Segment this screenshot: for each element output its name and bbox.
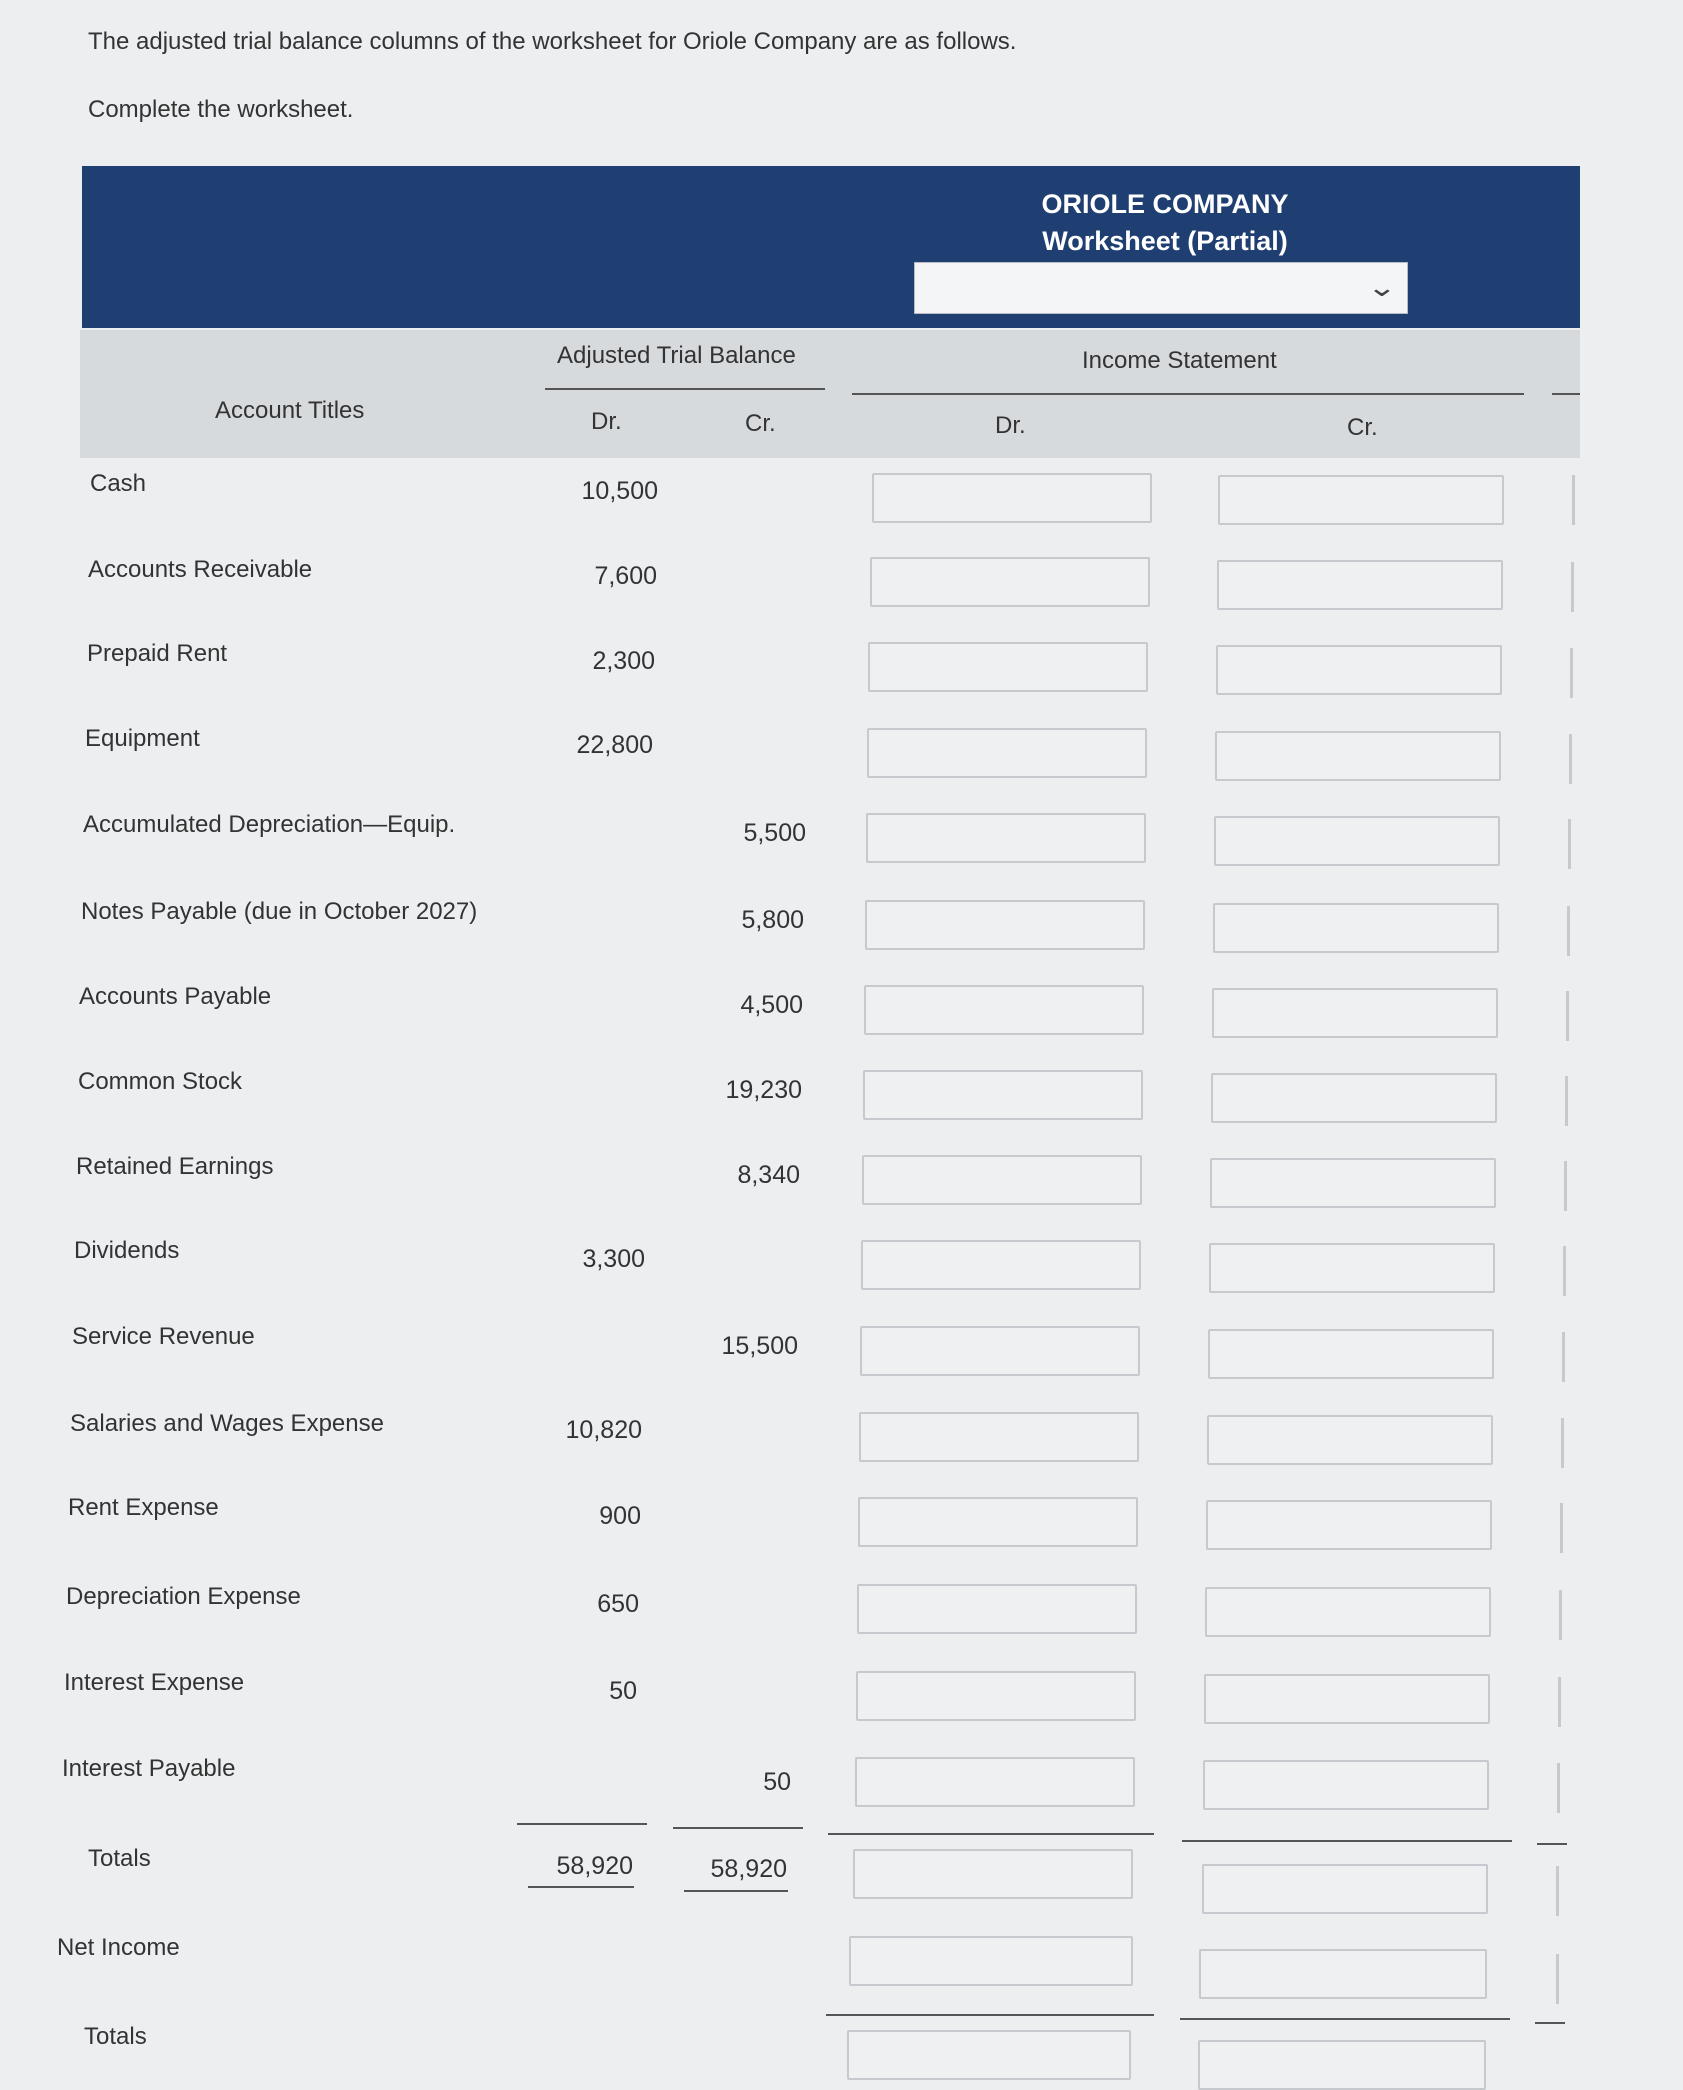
account-title: Common Stock: [78, 1068, 243, 1095]
is-cr-input[interactable]: [1205, 1587, 1491, 1637]
is-dr-input[interactable]: [862, 1155, 1142, 1205]
is-dr-sum-line: [828, 1833, 1154, 1835]
atb-dr-header: Dr.: [591, 408, 622, 435]
is-dr-input[interactable]: [863, 1070, 1143, 1120]
is-cr-input[interactable]: [1206, 1500, 1492, 1550]
instructions-text: The adjusted trial balance columns of the worksheet for Oriole Company are as follows.: [88, 28, 1017, 55]
net-income-label: Net Income: [57, 1934, 180, 1961]
atb-dr-value: 22,800: [576, 731, 653, 759]
atb-cr-value: 15,500: [721, 1332, 798, 1360]
is-cr-input[interactable]: [1210, 1158, 1496, 1208]
is-cr-input[interactable]: [1204, 1674, 1490, 1724]
is-cr-input[interactable]: [1212, 988, 1498, 1038]
is-cr-input[interactable]: [1216, 645, 1502, 695]
worksheet-subtitle: Worksheet (Partial): [1042, 226, 1288, 256]
atb-dr-total-underline: [528, 1886, 634, 1888]
atb-cr-value: 50: [763, 1768, 791, 1796]
is-dr-input[interactable]: [861, 1240, 1141, 1290]
is-dr-input[interactable]: [859, 1412, 1139, 1462]
atb-dr-value: 10,500: [581, 477, 658, 505]
next-column-input-edge: [1569, 734, 1572, 784]
is-cr-sum-line: [1182, 1840, 1512, 1842]
account-title: Rent Expense: [68, 1494, 219, 1521]
next-column-input-edge: [1556, 1954, 1559, 2004]
chevron-down-icon[interactable]: ⌄: [1366, 272, 1398, 302]
account-title: Depreciation Expense: [66, 1583, 301, 1610]
next-section-underline: [1552, 393, 1580, 395]
next-column-input-edge: [1557, 1763, 1560, 1813]
account-title: Retained Earnings: [76, 1153, 274, 1180]
period-select[interactable]: [914, 262, 1408, 314]
atb-dr-total: 58,920: [556, 1852, 633, 1880]
is-dr-input[interactable]: [856, 1671, 1136, 1721]
is-cr-input[interactable]: [1215, 731, 1501, 781]
account-title: Equipment: [85, 725, 200, 752]
next-sum-line: [1537, 1843, 1567, 1845]
atb-cr-total: 58,920: [710, 1855, 787, 1883]
atb-cr-value: 8,340: [737, 1161, 800, 1189]
next-column-input-edge: [1565, 1076, 1568, 1126]
income-statement-underline: [852, 393, 1524, 395]
is-cr-input[interactable]: [1208, 1329, 1494, 1379]
is-cr-input[interactable]: [1209, 1243, 1495, 1293]
is-cr-final-total-input[interactable]: [1198, 2040, 1486, 2090]
account-title: Accounts Payable: [79, 983, 272, 1010]
next-column-input-edge: [1568, 819, 1571, 869]
is-cr-total-input[interactable]: [1202, 1864, 1488, 1914]
atb-dr-value: 2,300: [592, 647, 655, 675]
atb-cr-header: Cr.: [745, 410, 776, 437]
is-dr-input[interactable]: [872, 473, 1152, 523]
is-dr-total-input[interactable]: [853, 1849, 1133, 1899]
next-column-input-edge: [1570, 648, 1573, 698]
adjusted-trial-balance-underline: [545, 388, 825, 390]
account-title: Interest Payable: [62, 1755, 236, 1782]
next-column-input-edge: [1571, 562, 1574, 612]
atb-dr-value: 7,600: [594, 562, 657, 590]
is-dr-input[interactable]: [855, 1757, 1135, 1807]
next-column-input-edge: [1561, 1418, 1564, 1468]
atb-dr-value: 650: [597, 1590, 639, 1618]
atb-cr-value: 5,500: [743, 819, 806, 847]
worksheet-title: [945, 186, 1385, 260]
final-totals-label: Totals: [84, 2023, 147, 2050]
atb-dr-value: 10,820: [565, 1416, 642, 1444]
is-cr-input[interactable]: [1218, 475, 1504, 525]
is-cr-header: Cr.: [1347, 414, 1378, 441]
account-title: Prepaid Rent: [87, 640, 228, 667]
account-title: Accumulated Depreciation—Equip.: [83, 811, 456, 838]
atb-cr-value: 19,230: [725, 1076, 802, 1104]
account-titles-header: Account Titles: [215, 397, 365, 424]
is-cr-input[interactable]: [1203, 1760, 1489, 1810]
is-cr-input[interactable]: [1214, 816, 1500, 866]
account-title: Salaries and Wages Expense: [70, 1410, 384, 1437]
next-column-input-edge: [1567, 906, 1570, 956]
account-title: Service Revenue: [72, 1323, 255, 1350]
atb-dr-sum-line: [517, 1823, 647, 1825]
is-cr-net-income-input[interactable]: [1199, 1949, 1487, 1999]
atb-dr-value: 3,300: [582, 1245, 645, 1273]
account-title: Dividends: [74, 1237, 180, 1264]
is-cr-final-sum-line: [1180, 2018, 1510, 2020]
is-dr-input[interactable]: [868, 642, 1148, 692]
atb-cr-sum-line: [673, 1827, 803, 1829]
account-title: Interest Expense: [64, 1669, 245, 1696]
account-title: Notes Payable (due in October 2027): [81, 898, 478, 925]
atb-cr-value: 4,500: [740, 991, 803, 1019]
next-column-input-edge: [1556, 1866, 1559, 1916]
income-statement-header: Income Statement: [1082, 347, 1277, 374]
is-dr-final-sum-line: [826, 2014, 1154, 2016]
atb-dr-value: 50: [609, 1677, 637, 1705]
atb-cr-total-underline: [684, 1890, 788, 1892]
next-column-input-edge: [1566, 991, 1569, 1041]
adjusted-trial-balance-header: Adjusted Trial Balance: [557, 342, 796, 369]
next-final-sum-line: [1535, 2022, 1565, 2024]
is-dr-header: Dr.: [995, 412, 1026, 439]
next-column-input-edge: [1560, 1503, 1563, 1553]
is-cr-input[interactable]: [1211, 1073, 1497, 1123]
next-column-input-edge: [1572, 475, 1575, 525]
is-dr-input[interactable]: [870, 557, 1150, 607]
atb-dr-value: 900: [599, 1502, 641, 1530]
is-dr-input[interactable]: [860, 1326, 1140, 1376]
account-title: Accounts Receivable: [88, 556, 313, 583]
is-dr-input[interactable]: [867, 728, 1147, 778]
task-text: Complete the worksheet.: [88, 96, 354, 123]
is-dr-input[interactable]: [865, 900, 1145, 950]
is-cr-input[interactable]: [1207, 1415, 1493, 1465]
is-cr-input[interactable]: [1217, 560, 1503, 610]
next-column-input-edge: [1564, 1161, 1567, 1211]
is-dr-final-total-input[interactable]: [847, 2030, 1131, 2080]
is-dr-input[interactable]: [866, 813, 1146, 863]
next-column-input-edge: [1559, 1590, 1562, 1640]
is-dr-input[interactable]: [858, 1497, 1138, 1547]
is-dr-input[interactable]: [857, 1584, 1137, 1634]
company-name: ORIOLE COMPANY: [1041, 189, 1289, 219]
next-column-input-edge: [1562, 1332, 1565, 1382]
account-title: Cash: [90, 470, 147, 497]
totals-label: Totals: [88, 1845, 151, 1872]
next-column-input-edge: [1563, 1246, 1566, 1296]
next-column-input-edge: [1558, 1677, 1561, 1727]
is-dr-net-income-input[interactable]: [849, 1936, 1133, 1986]
is-cr-input[interactable]: [1213, 903, 1499, 953]
is-dr-input[interactable]: [864, 985, 1144, 1035]
atb-cr-value: 5,800: [741, 906, 804, 934]
